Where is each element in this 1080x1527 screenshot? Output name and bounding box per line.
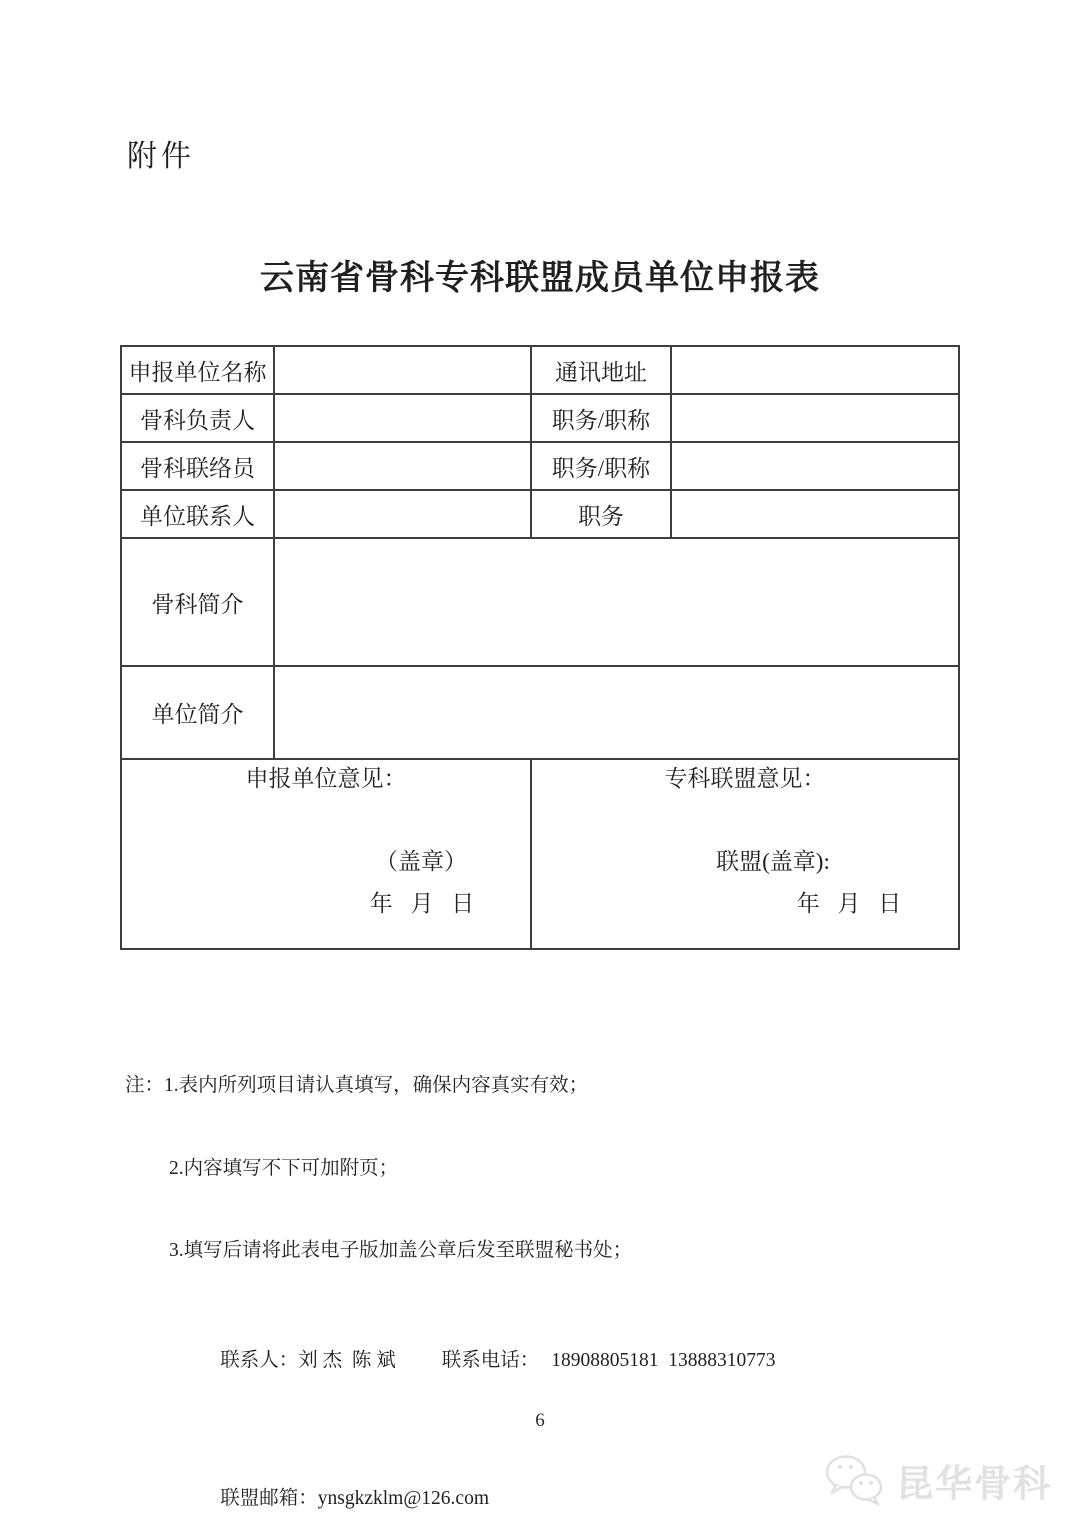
alliance-date-label: 年 月 日 <box>796 891 902 916</box>
application-form-table <box>120 345 960 950</box>
notes-section <box>125 1017 776 1527</box>
field-label-unit-contact: 单位联系人 <box>121 490 274 538</box>
email-value: ynsgkzklm@126.com <box>317 1487 489 1509</box>
section-label-ortho-intro: 骨科简介 <box>121 538 274 666</box>
field-label-mailing-address: 通讯地址 <box>531 346 671 394</box>
note-line-2: 2.内容填写不下可加附页； <box>169 1157 399 1179</box>
section-value-unit-intro[interactable] <box>274 666 959 759</box>
field-value-unit-contact[interactable] <box>274 490 531 538</box>
table-row-ortho-liaison <box>121 442 959 490</box>
note-item-1: 1.表内所列项目请认真填写，确保内容真实有效； <box>164 1075 589 1096</box>
field-label-head-title: 职务/职称 <box>531 394 671 442</box>
email-label: 联盟邮箱： <box>220 1487 318 1509</box>
field-value-unit-name[interactable] <box>274 346 531 394</box>
field-value-mailing-address[interactable] <box>671 346 959 394</box>
opinion-cell-alliance[interactable] <box>531 759 959 949</box>
field-value-ortho-liaison[interactable] <box>274 442 531 490</box>
page-title: 云南省骨科专科联盟成员单位申报表 <box>260 260 820 297</box>
field-value-liaison-title[interactable] <box>671 442 959 490</box>
field-value-contact-post[interactable] <box>671 490 959 538</box>
field-label-unit-name: 申报单位名称 <box>121 346 274 394</box>
table-row-unit-contact <box>121 490 959 538</box>
alliance-opinion-label: 专科联盟意见： <box>664 766 826 791</box>
applicant-date-label: 年 月 日 <box>369 891 475 916</box>
field-label-ortho-head: 骨科负责人 <box>121 394 274 442</box>
watermark <box>822 1453 1052 1507</box>
contact-persons: 刘 杰 陈 斌 <box>298 1350 396 1371</box>
note-line-contacts <box>125 1320 776 1403</box>
field-value-ortho-head[interactable] <box>274 394 531 442</box>
contact-person-label: 联系人： <box>220 1350 299 1371</box>
note-line-3: 3.填写后请将此表电子版加盖公章后发至联盟秘书处； <box>169 1240 633 1261</box>
field-label-ortho-liaison: 骨科联络员 <box>121 442 274 490</box>
contact-phones: 18908805181 13888310773 <box>551 1350 776 1371</box>
applicant-seal-label: （盖章） <box>375 849 467 874</box>
note-line-1 <box>125 1072 776 1100</box>
section-value-ortho-intro[interactable] <box>274 538 959 666</box>
alliance-seal-label: 联盟(盖章): <box>716 849 830 874</box>
attachment-label: 附件 <box>127 140 195 173</box>
field-label-liaison-title: 职务/职称 <box>531 442 671 490</box>
opinion-cell-applicant[interactable] <box>121 759 531 949</box>
table-row-ortho-head <box>121 394 959 442</box>
table-row-unit-name <box>121 346 959 394</box>
page-number: 6 <box>535 1410 545 1431</box>
notes-prefix: 注： <box>125 1075 165 1096</box>
section-label-unit-intro: 单位简介 <box>121 666 274 759</box>
table-row-ortho-intro <box>121 538 959 666</box>
wechat-icon <box>822 1453 886 1507</box>
note-line-email <box>125 1457 776 1527</box>
table-row-unit-intro <box>121 666 959 759</box>
watermark-text: 昆华骨科 <box>896 1463 1052 1504</box>
table-row-opinions <box>121 759 959 949</box>
applicant-opinion-label: 申报单位意见： <box>245 766 407 791</box>
field-label-contact-post: 职务 <box>531 490 671 538</box>
field-value-head-title[interactable] <box>671 394 959 442</box>
contact-phone-label: 联系电话： <box>441 1350 540 1371</box>
